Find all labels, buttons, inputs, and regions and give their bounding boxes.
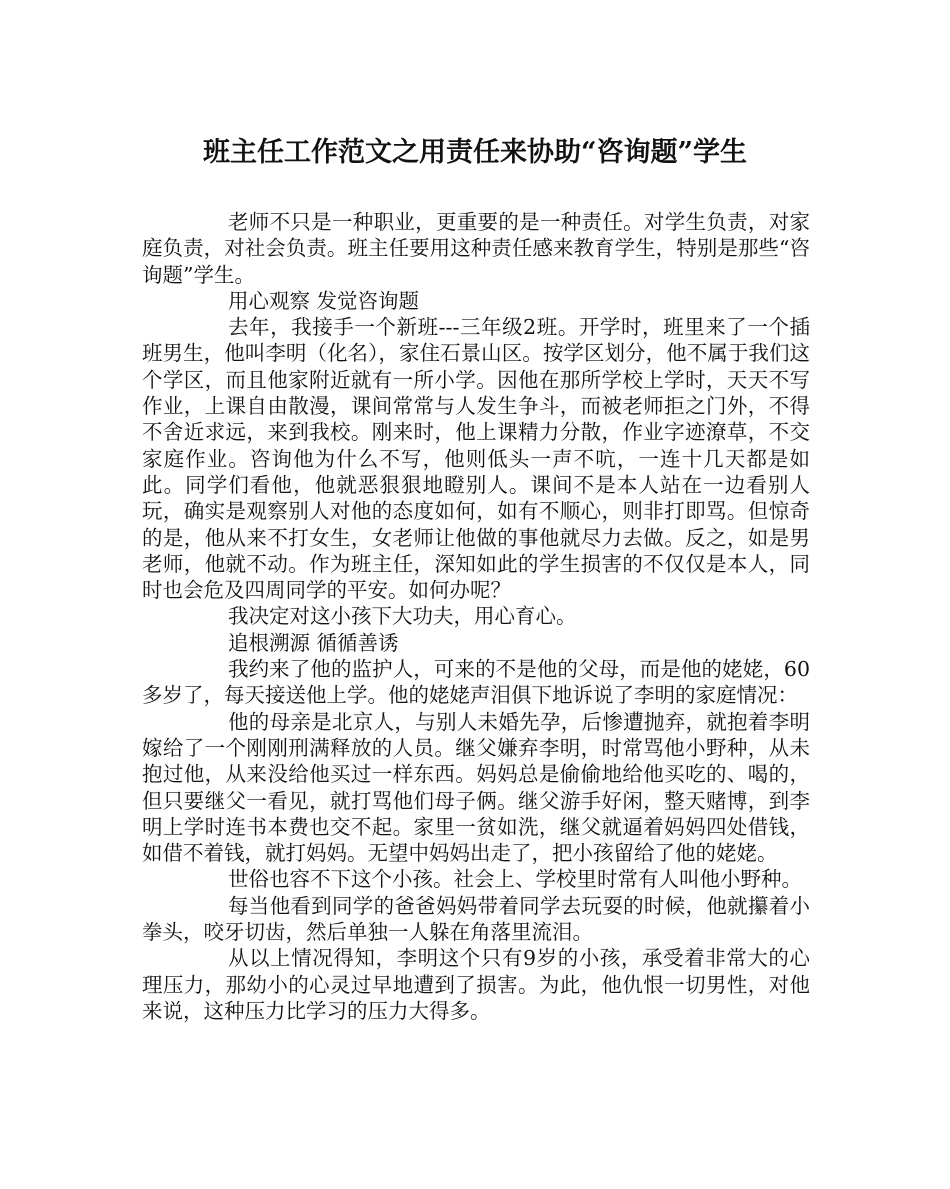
paragraph-intro: 老师不只是一种职业，更重要的是一种责任。对学生负责，对家庭负责，对社会负责。班主任要用这种责任感来教育学生，特别是那些“咨询题”学生。 — [142, 210, 810, 287]
paragraph-guardian-visit: 我约来了他的监护人，可来的不是他的父母，而是他的姥姥，60多岁了，每天接送他上学。他的姥姥声泪俱下地诉说了李明的家庭情况： — [142, 657, 810, 708]
document-body — [142, 209, 810, 1024]
paragraph-loneliness: 每当他看到同学的爸爸妈妈带着同学去玩耍的时候，他就攥着小拳头，咬牙切齿，然后单独一人躲在角落里流泪。 — [142, 893, 810, 945]
document-title: 班主任工作范文之用责任来协助“咨询题”学生 — [202, 137, 748, 168]
section-heading-trace-roots: 追根溯源 循循善诱 — [228, 630, 399, 655]
paragraph-conclusion: 从以上情况得知，李明这个只有9岁的小孩，承受着非常大的心理压力，那幼小的心灵过早地遭到了损害。为此，他仇恨一切男性，对他来说，这种压力比学习的压力大得多。 — [142, 946, 810, 1023]
paragraph-family-background: 他的母亲是北京人，与别人未婚先孕，后惨遭抛弃，就抱着李明嫁给了一个刚刚刑满释放的人员。继父嫌弃李明，时常骂他小野种，从未抱过他，从来没给他买过一样东西。妈妈总是偷偷地给他买吃的、喝的，但只要继父一看见，就打骂他们母子俩。继父游手好闲，整天赌博，到李明上学时连书本费也交不起。家里一贫如洗，继父就逼着妈妈四处借钱，如借不着钱，就打妈妈。无望中妈妈出走了，把小孩留给了他的姥姥。 — [142, 709, 810, 866]
paragraph-case-description: 去年，我接手一个新班---三年级2班。开学时，班里来了一个插班男生，他叫李明（化名），家住石景山区。按学区划分，他不属于我们这个学区，而且他家附近就有一所小学。因他在那所学校上学时，天天不写作业，上课自由散漫，课间常常与人发生争斗，而被老师拒之门外，不得不舍近求远，来到我校。刚来时，他上课精力分散，作业字迹潦草，不交家庭作业。咨询他为什么不写，他则低头一声不吭，一连十几天都是如此。同学们看他，他就恶狠狠地瞪别人。课间不是本人站在一边看别人玩，确实是观察别人对他的态度如何，如有不顺心，则非打即骂。但惊奇的是，他从来不打女生，女老师让他做的事他就尽力去做。反之，如是男老师，他就不动。作为班主任，深知如此的学生损害的不仅仅是本人，同时也会危及四周同学的平安。如何办呢？ — [142, 315, 810, 603]
paragraph-social-prejudice: 世俗也容不下这个小孩。社会上、学校里时常有人叫他小野种。 — [228, 867, 802, 892]
paragraph-decision: 我决定对这小孩下大功夫，用心育心。 — [228, 604, 577, 629]
section-heading-observe: 用心观察 发觉咨询题 — [228, 288, 420, 313]
